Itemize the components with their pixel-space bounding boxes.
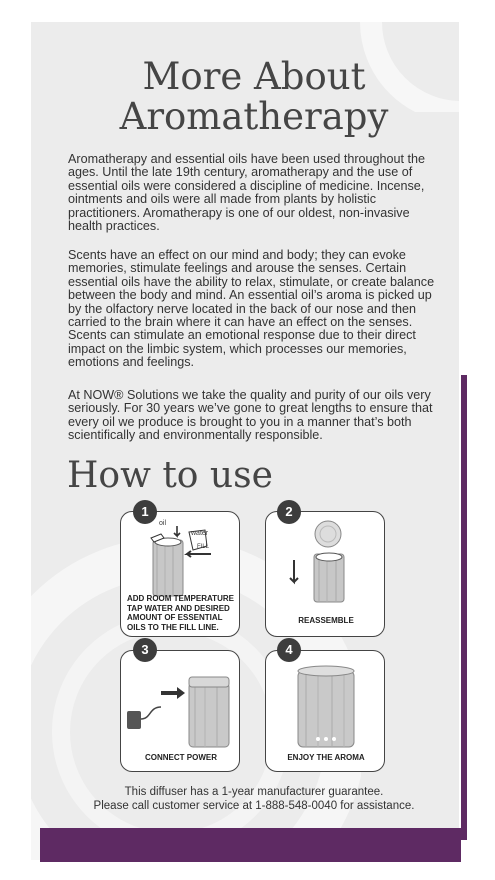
quality-paragraph: At NOW® Solutions we take the quality and purity of our oils very seriously. For 30 years we’ve gone to great lengths to ensure that every oil we produce is brought to you in a manner that’s both scientifically and environmentally responsible.: [68, 388, 433, 443]
step-1-badge: 1: [133, 500, 157, 524]
connect-power-illustration: [125, 663, 237, 749]
scents-paragraph: Scents have an effect on our mind and body; they can evoke memories, stimulate feelings and arouse the senses. Certain essential oils have the ability to relax, stimulate, or create balance between the body and mind. An essential oil’s aroma is picked up by the olfactory nerve located in the back of our nose and then carried to the brain where it can have an effect on the senses. Scents can stimulate an emotional response due to their direct impact on the limbic system, which processes our memories, emotions and feelings.: [68, 248, 435, 370]
step-3-card: [120, 650, 240, 772]
step-3-badge: 3: [133, 638, 157, 662]
step-1-card: [120, 511, 240, 637]
step-4-badge: 4: [277, 638, 301, 662]
fill-diffuser-illustration: [129, 520, 233, 598]
water-label: water: [191, 530, 209, 537]
step-4-card: [265, 650, 385, 772]
step-1-caption: ADD ROOM TEMPERATURE TAP WATER AND DESIRED AMOUNT OF ESSENTIAL OILS TO THE FILL LINE.: [127, 594, 234, 632]
how-to-use-heading: How to use: [67, 455, 273, 496]
step-2-badge: 2: [277, 500, 301, 524]
purple-side-band: [461, 375, 467, 840]
fill-line-label: FILL: [197, 544, 210, 550]
reassemble-illustration: [286, 520, 376, 610]
enjoy-aroma-illustration: [292, 657, 360, 749]
oil-label: oil: [159, 520, 167, 527]
intro-paragraph: Aromatherapy and essential oils have been used throughout the ages. Until the late 19th century, aromatherapy and the use of essential oils were considered a discipline of medicine. Incense, ointments and oils were all made from plants by holistic practitioners. Aromatherapy is one of our oldest, non-invasive health practices.: [68, 152, 426, 234]
step-2-caption: REASSEMBLE: [298, 616, 354, 625]
step-2-card: [265, 511, 385, 637]
step-4-caption: ENJOY THE AROMA: [287, 753, 365, 762]
guarantee-footer: This diffuser has a 1-year manufacturer guarantee. Please call customer service at 1-888-548-0040 for assistance.: [93, 786, 415, 812]
step-3-caption: CONNECT POWER: [145, 753, 217, 762]
page-title: More About Aromatherapy: [119, 55, 389, 138]
purple-bottom-band: [40, 828, 461, 862]
